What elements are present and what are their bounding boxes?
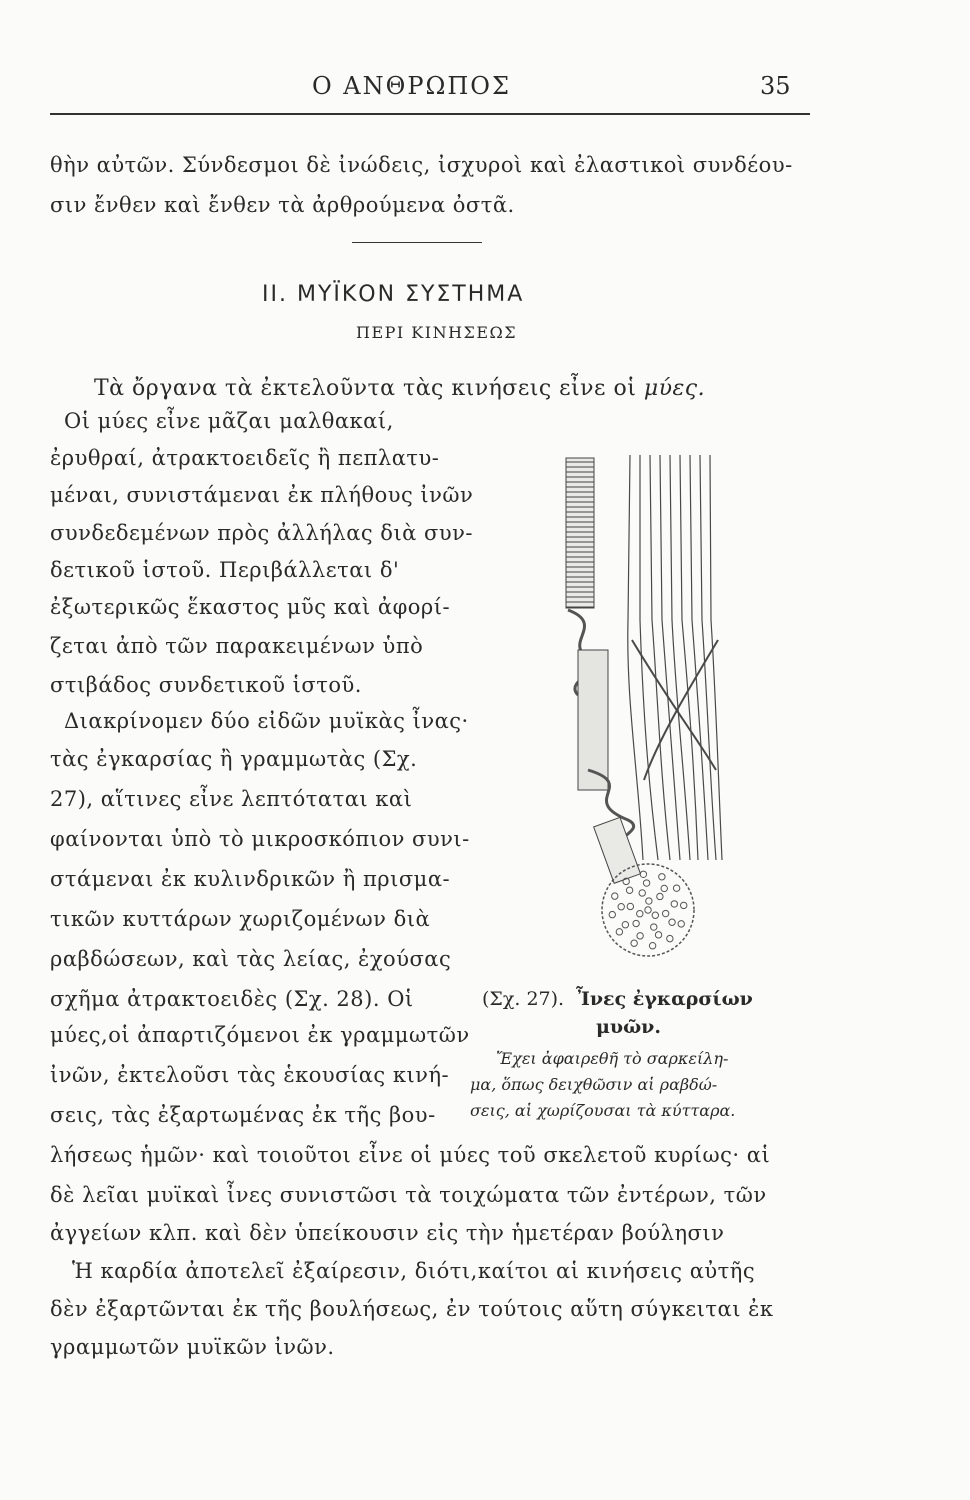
figure-label <box>482 988 753 1010</box>
section-divider <box>352 242 482 243</box>
column-line: τὰς ἐγκαρσίας ἢ γραμμωτὰς (Σχ. <box>50 747 418 771</box>
column-line: ἐξωτερικῶς ἕκαστος μῦς καὶ ἀφορί- <box>50 595 451 619</box>
lead-line <box>94 376 705 402</box>
final-line: δὲ λεῖαι μυϊκαὶ ἶνες συνιστῶσι τὰ τοιχώματα τῶν ἐντέρων, τῶν <box>50 1183 767 1207</box>
fiber-cross-section <box>602 864 694 956</box>
running-header <box>0 68 970 108</box>
column-line: ἰνῶν, ἐκτελοῦσι τὰς ἑκουσίας κινή- <box>50 1063 450 1087</box>
column-line: Οἱ μύες εἶνε μᾶζαι μαλθακαί, <box>64 409 394 433</box>
final-line: δὲν ἐξαρτῶνται ἐκ τῆς βουλήσεως, ἐν τούτοις αὕτη σύγκειται ἐκ <box>50 1297 774 1321</box>
column-line: ραβδώσεων, καὶ τὰς λείας, ἐχούσας <box>50 947 452 971</box>
lead-text: Τὰ ὄργανα τὰ ἐκτελοῦντα τὰς κινήσεις εἶνε οἱ <box>94 376 637 401</box>
intro-line: θὴν αὐτῶν. Σύνδεσμοι δὲ ἰνώδεις, ἰσχυροὶ καὶ ἐλαστικοὶ συνδέου- <box>50 153 793 177</box>
column-line: 27), αἵτινες εἶνε λεπτόταται καὶ <box>50 787 413 811</box>
final-line: ἀγγείων κλπ. καὶ δὲν ὑπείκουσιν εἰς τὴν ἡμετέραν βούλησιν <box>50 1221 725 1245</box>
column-line: μέναι, συνιστάμεναι ἐκ πλήθους ἰνῶν <box>50 483 474 507</box>
column-line: ἐρυθραί, ἀτρακτοειδεῖς ἢ πεπλατυ- <box>50 446 440 470</box>
header-rule <box>50 113 810 115</box>
section-heading: II. ΜΥΪΚΟΝ ΣΥΣΤΗΜΑ <box>262 282 525 307</box>
final-line: γραμμωτῶν μυϊκῶν ἰνῶν. <box>50 1335 335 1359</box>
column-line: στάμεναι ἐκ κυλινδρικῶν ἢ πρισμα- <box>50 867 451 891</box>
figure-number: (Σχ. 27). <box>482 988 565 1010</box>
column-line: τικῶν κυττάρων χωριζομένων διὰ <box>50 907 431 931</box>
column-line: σεις, τὰς ἐξαρτωμένας ἐκ τῆς βου- <box>50 1103 436 1127</box>
column-line: στιβάδος συνδετικοῦ ἱστοῦ. <box>50 673 362 697</box>
fibril-bundle-right <box>628 455 722 860</box>
figure-muscle-fibers <box>548 440 808 970</box>
lead-emphasis: μύες. <box>643 376 706 401</box>
figure-caption-line: Ἔχει ἀφαιρεθῆ τὸ σαρκείλη- <box>496 1049 729 1068</box>
column-line: μύες,οἱ ἀπαρτιζόμενοι ἐκ γραμμωτῶν <box>50 1023 470 1047</box>
figure-caption-line: σεις, αἱ χωρίζουσαι τὰ κύτταρα. <box>470 1101 736 1120</box>
column-line: φαίνονται ὑπὸ τὸ μικροσκόπιον συνι- <box>50 827 470 851</box>
section-subheading: ΠΕΡΙ ΚΙΝΗΣΕΩΣ <box>356 323 518 342</box>
column-line: ζεται ἀπὸ τῶν παρακειμένων ὑπὸ <box>50 634 424 658</box>
column-line: συνδεδεμένων πρὸς ἀλλήλας διὰ συν- <box>50 521 474 545</box>
column-line: δετικοῦ ἱστοῦ. Περιβάλλεται δ' <box>50 558 400 582</box>
page-number: 35 <box>760 72 791 100</box>
figure-caption-line: μα, ὅπως δειχθῶσιν αἱ ραβδώ- <box>470 1075 718 1094</box>
column-line: Διακρίνομεν δύο εἰδῶν μυϊκὰς ἶνας· <box>64 709 469 733</box>
final-line: Ἡ καρδία ἀποτελεῖ ἐξαίρεσιν, διότι,καίτοι αἱ κινήσεις αὐτῆς <box>72 1259 756 1283</box>
final-line: λήσεως ἡμῶν· καὶ τοιοῦτοι εἶνε οἱ μύες τοῦ σκελετοῦ κυρίως· αἱ <box>50 1143 771 1167</box>
figure-title: Ἶνες ἐγκαρσίων <box>576 988 753 1010</box>
intro-line: σιν ἔνθεν καὶ ἔνθεν τὰ ἀρθρούμενα ὀστᾶ. <box>50 193 515 217</box>
figure-title-2: μυῶν. <box>596 1016 661 1038</box>
header-title: Ο ΑΝΘΡΩΠΟΣ <box>312 72 511 100</box>
column-line: σχῆμα ἀτρακτοειδὲς (Σχ. 28). Οἱ <box>50 987 414 1011</box>
